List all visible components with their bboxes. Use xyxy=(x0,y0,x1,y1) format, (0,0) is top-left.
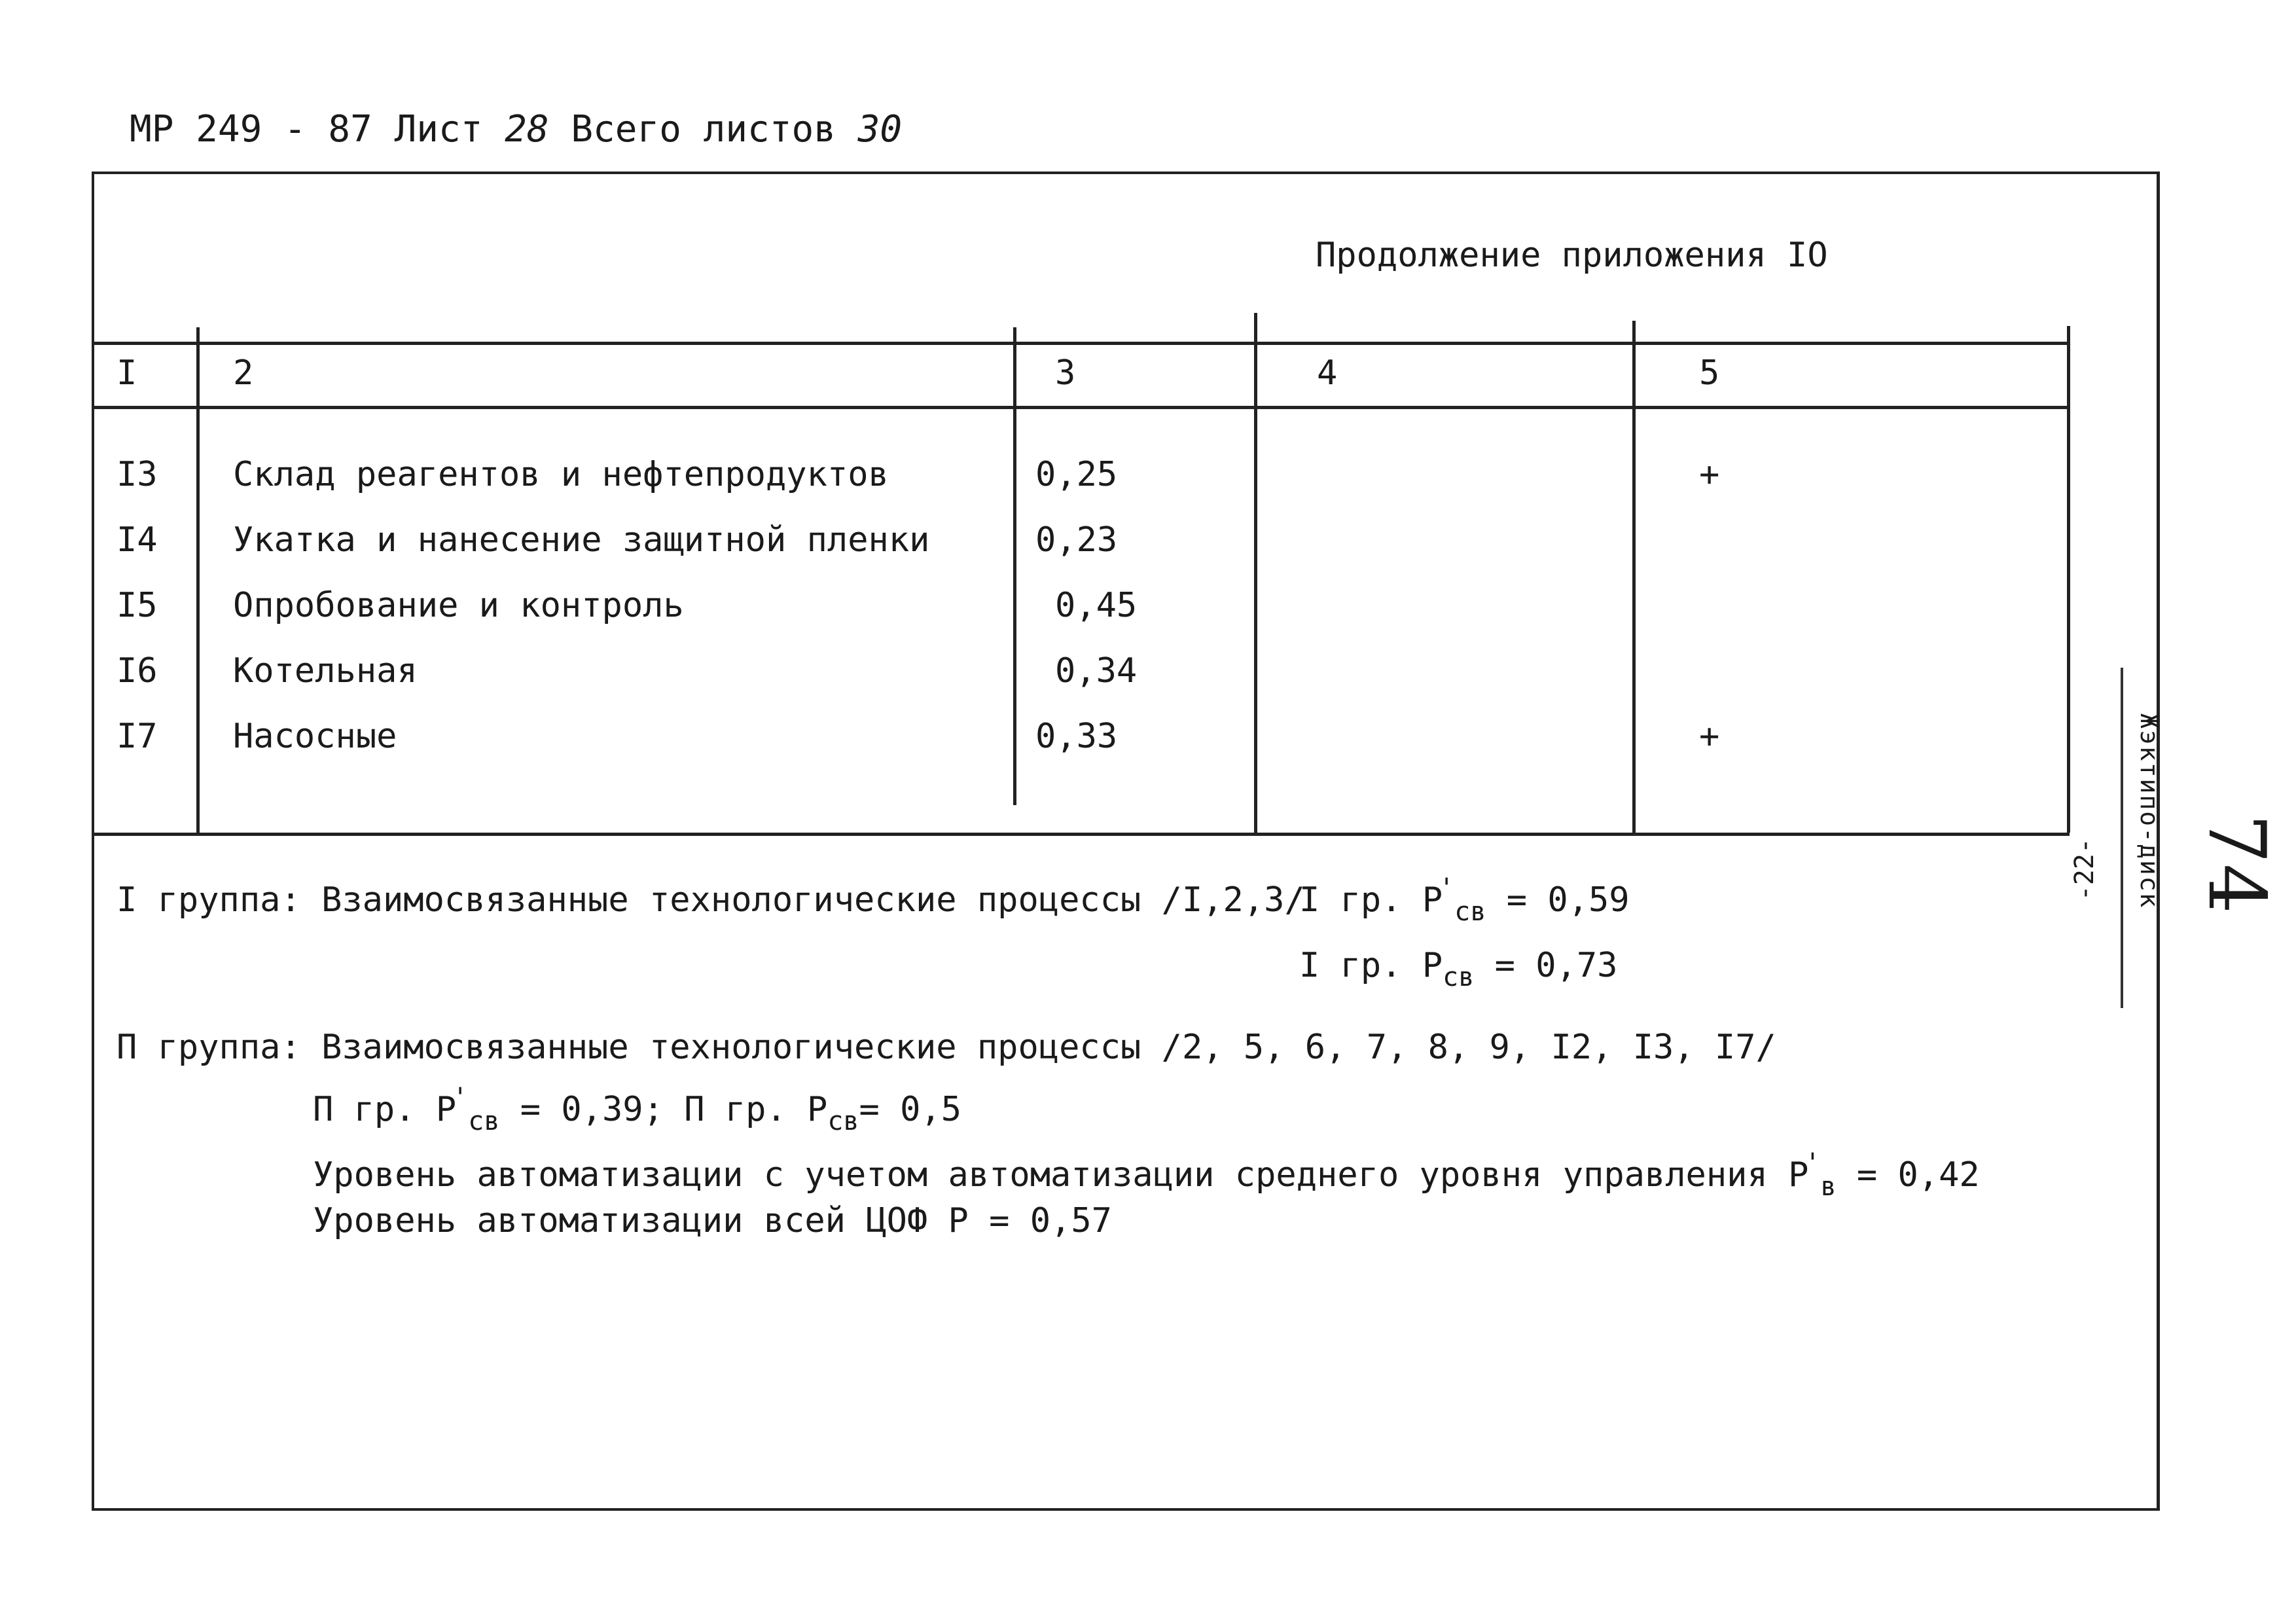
formula-prefix: I гр. P xyxy=(1299,946,1443,985)
page-frame xyxy=(92,171,2160,1511)
formula-subscript: св xyxy=(1454,897,1486,927)
formula-value: = 0,42 xyxy=(1856,1155,1980,1195)
group2-description: П группа: Взаимосвязанные технологические процессы /2, 5, 6, 7, 8, 9, I2, I3, I7/ xyxy=(117,1028,1776,1067)
prime-mark: ' xyxy=(1804,1148,1821,1178)
col-divider-5 xyxy=(2067,326,2070,833)
total-number: 30 xyxy=(857,108,903,151)
col-divider-4 xyxy=(1632,321,1636,833)
formula-prefix: I гр. P xyxy=(1299,880,1443,920)
formula-subscript: св xyxy=(468,1106,500,1136)
row-name: Насосные xyxy=(233,717,397,756)
group1-description: I группа: Взаимосвязанные технологические процессы /I,2,3/ xyxy=(117,880,1305,920)
table-top-rule xyxy=(92,342,2070,345)
side-tab-label: Жэктипо-диск xyxy=(2135,713,2164,909)
col-header-3: 3 xyxy=(1055,353,1076,393)
col-header-5: 5 xyxy=(1699,353,1720,393)
automation-level-1 xyxy=(313,1148,1980,1202)
continuation-title: Продолжение приложения IO xyxy=(1316,236,1828,275)
formula-value: = 0,59 xyxy=(1506,880,1630,920)
row-number: I5 xyxy=(117,586,158,625)
row-name: Опробование и контроль xyxy=(233,586,684,625)
sheet-label: Лист xyxy=(394,108,483,151)
printed-page-number: -22- xyxy=(2070,838,2100,901)
col-divider-3 xyxy=(1254,313,1257,833)
doc-id: МР 249 - 87 xyxy=(130,108,372,151)
row-name: Укатка и нанесение защитной пленки xyxy=(233,520,930,560)
row-value: 0,23 xyxy=(1035,520,1118,560)
handwritten-page-number: 74 xyxy=(2190,814,2282,914)
row-col5: + xyxy=(1699,455,1720,494)
col-divider-2 xyxy=(1013,327,1016,805)
formula-prefix: П гр. P xyxy=(313,1090,457,1129)
group1-formula-1 xyxy=(1299,873,1630,927)
formula-value: = 0,39; П гр. P xyxy=(520,1090,828,1129)
row-value: 0,34 xyxy=(1055,651,1138,691)
row-value: 0,45 xyxy=(1055,586,1138,625)
row-number: I3 xyxy=(117,455,158,494)
formula-subscript: св xyxy=(1443,962,1475,992)
row-number: I7 xyxy=(117,717,158,756)
table-header-rule xyxy=(92,406,2070,409)
formula-value: = 0,73 xyxy=(1494,946,1618,985)
col-divider-1 xyxy=(196,327,200,833)
total-label: Всего листов xyxy=(571,108,836,151)
sheet-number: 28 xyxy=(505,108,549,151)
table-bottom-rule xyxy=(92,833,2070,836)
col-header-2: 2 xyxy=(233,353,254,393)
formula-prefix: Уровень автоматизации с учетом автоматизации среднего уровня управления P xyxy=(313,1155,1809,1195)
formula-subscript: св xyxy=(827,1106,859,1136)
group1-formula-2 xyxy=(1299,946,1618,992)
row-number: I6 xyxy=(117,651,158,691)
group2-formulas xyxy=(313,1083,962,1136)
row-name: Котельная xyxy=(233,651,418,691)
row-col5: + xyxy=(1699,717,1720,756)
prime-mark: ' xyxy=(452,1083,469,1113)
formula-subscript: в xyxy=(1820,1172,1837,1202)
prime-mark: ' xyxy=(1439,873,1455,903)
col-header-4: 4 xyxy=(1317,353,1338,393)
row-number: I4 xyxy=(117,520,158,560)
document-header xyxy=(130,108,902,151)
col-header-1: I xyxy=(117,353,137,393)
row-value: 0,33 xyxy=(1035,717,1118,756)
automation-level-2: Уровень автоматизации всей ЦОФ P = 0,57 xyxy=(313,1201,1112,1240)
row-value: 0,25 xyxy=(1035,455,1118,494)
row-name: Склад реагентов и нефтепродуктов xyxy=(233,455,889,494)
formula-value: = 0,5 xyxy=(859,1090,962,1129)
